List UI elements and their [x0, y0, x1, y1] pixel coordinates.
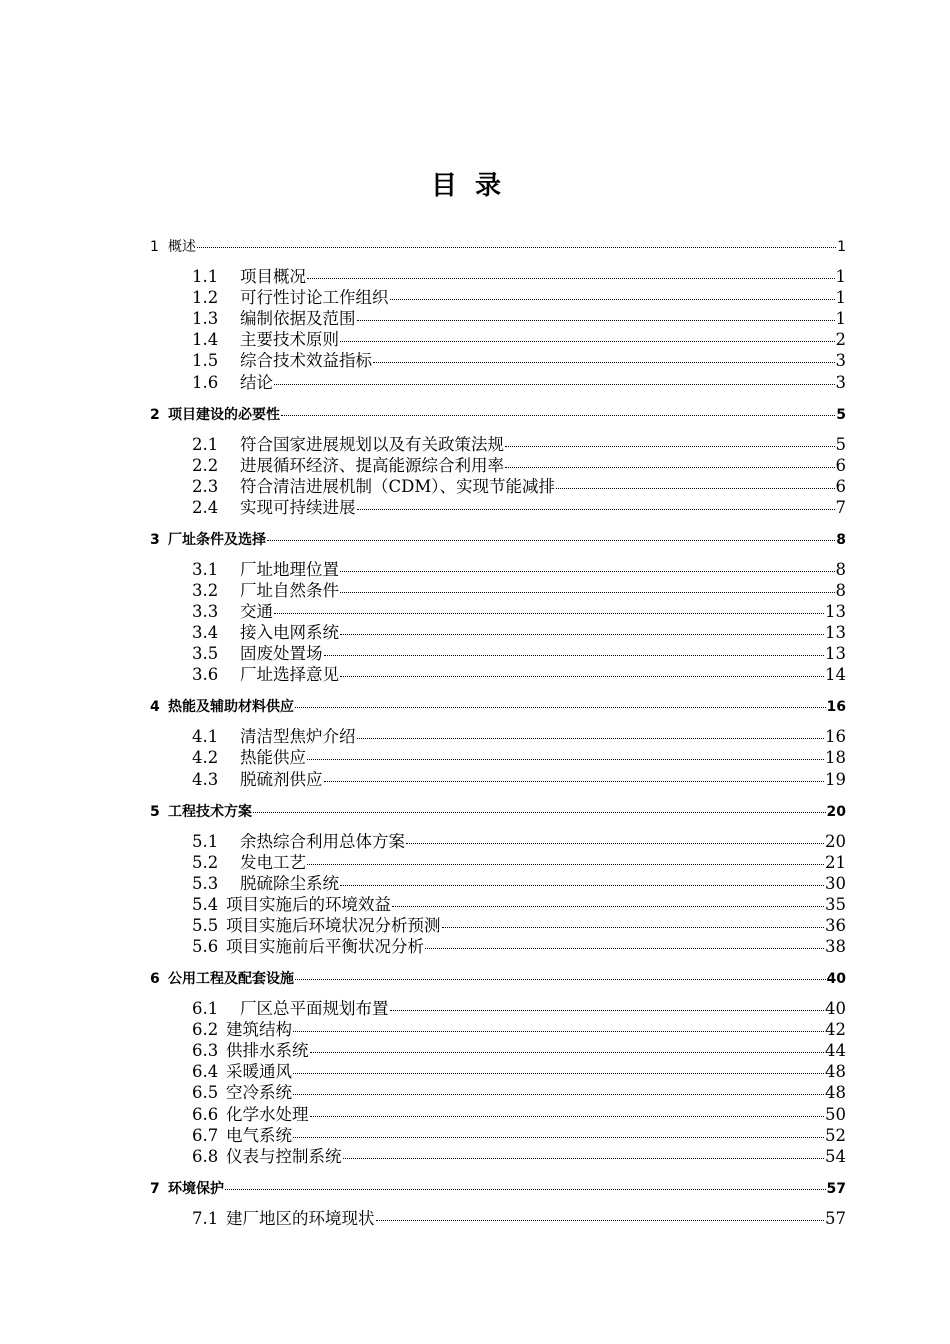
toc-dot-leader	[307, 863, 824, 865]
toc-section-entry[interactable]	[192, 434, 846, 456]
toc-section-entry[interactable]	[192, 1146, 846, 1168]
toc-entry-title: 项目实施前后平衡状况分析	[226, 937, 424, 956]
toc-entry-number: 7.1	[192, 1208, 219, 1228]
toc-page-number: 16	[826, 699, 846, 716]
toc-dot-leader	[267, 539, 835, 541]
toc-dot-leader	[281, 414, 835, 416]
toc-entry-title: 热能及辅助材料供应	[168, 699, 294, 716]
toc-page-number: 30	[825, 873, 846, 893]
toc-page-number: 6	[835, 455, 846, 475]
toc-dot-leader	[376, 1219, 825, 1221]
toc-entry-title: 化学水处理	[226, 1104, 309, 1124]
toc-entry-title: 发电工艺	[240, 852, 306, 872]
toc-entry-number: 6.7	[192, 1125, 219, 1145]
toc-page-number: 5	[835, 434, 846, 454]
toc-chapter-entry[interactable]	[150, 404, 846, 426]
toc-entry-number: 1.1	[192, 267, 219, 286]
toc-dot-leader	[307, 277, 835, 279]
toc-dot-leader	[340, 591, 835, 593]
toc-entry-number: 6.5	[192, 1083, 219, 1103]
toc-dot-leader	[357, 737, 825, 739]
toc-entry-number: 3	[150, 531, 160, 548]
toc-dot-leader	[293, 1072, 824, 1074]
toc-entry-number: 2.3	[192, 476, 219, 496]
toc-dot-leader	[556, 487, 835, 489]
toc-entry-number: 6.6	[192, 1104, 219, 1124]
toc-section-entry[interactable]	[192, 601, 846, 623]
toc-entry-title: 结论	[240, 372, 273, 392]
toc-page-number: 57	[825, 1208, 846, 1228]
toc-dot-leader	[310, 1115, 825, 1117]
toc-dot-leader	[340, 675, 824, 677]
toc-dot-leader	[343, 1157, 825, 1159]
toc-dot-leader	[392, 905, 824, 907]
toc-entry-title: 综合技术效益指标	[240, 351, 372, 371]
toc-section-entry[interactable]	[192, 455, 846, 477]
toc-chapter-entry[interactable]	[150, 696, 846, 718]
toc-page-number: 52	[825, 1125, 846, 1145]
toc-section-entry[interactable]	[192, 476, 846, 498]
toc-dot-leader	[406, 842, 824, 844]
toc-chapter-entry[interactable]	[150, 529, 846, 551]
toc-entry-title: 供排水系统	[226, 1041, 309, 1061]
toc-dot-leader	[340, 884, 824, 886]
toc-page-number: 48	[825, 1083, 846, 1103]
toc-page-number: 2	[835, 330, 846, 350]
toc-entry-title: 固废处置场	[240, 644, 323, 664]
toc-section-entry[interactable]	[192, 894, 846, 916]
toc-entry-title: 厂址自然条件	[240, 580, 339, 600]
toc-dot-leader	[324, 654, 825, 656]
toc-page-number: 8	[836, 531, 846, 548]
toc-section-entry[interactable]	[192, 726, 846, 748]
toc-chapter-entry[interactable]	[150, 801, 846, 823]
toc-dot-leader	[390, 298, 835, 300]
toc-chapter-entry[interactable]	[150, 236, 846, 258]
toc-dot-leader	[505, 445, 835, 447]
toc-dot-leader	[293, 1030, 824, 1032]
toc-page-number: 6	[835, 476, 846, 496]
toc-section-entry[interactable]	[192, 664, 846, 686]
toc-dot-leader	[425, 947, 824, 949]
toc-entry-title: 采暖通风	[226, 1062, 292, 1082]
toc-entry-number: 1	[150, 239, 159, 255]
toc-entry-number: 2.1	[192, 434, 219, 454]
toc-entry-number: 6.8	[192, 1146, 219, 1166]
toc-entry-title: 厂址选择意见	[240, 665, 339, 685]
toc-entry-title: 建筑结构	[226, 1020, 292, 1040]
toc-entry-title: 脱硫除尘系统	[240, 873, 339, 893]
toc-entry-title: 符合国家进展规划以及有关政策法规	[240, 434, 504, 454]
toc-section-entry[interactable]	[192, 266, 846, 288]
toc-page-number: 1	[835, 267, 846, 286]
toc-page-number: 54	[825, 1146, 846, 1166]
toc-entry-title: 环境保护	[168, 1180, 224, 1197]
toc-page-number: 57	[826, 1180, 846, 1197]
toc-entry-number: 6.4	[192, 1062, 219, 1082]
toc-page-number: 13	[825, 602, 846, 621]
toc-dot-leader	[505, 466, 835, 468]
toc-entry-title: 可行性讨论工作组织	[240, 288, 389, 308]
toc-dot-leader	[310, 1051, 825, 1053]
toc-section-entry[interactable]	[192, 1040, 846, 1062]
toc-section-entry[interactable]	[192, 372, 846, 394]
toc-section-entry[interactable]	[192, 769, 846, 791]
toc-page-number: 1	[835, 288, 846, 308]
toc-entry-number: 1.2	[192, 288, 219, 308]
toc-entry-title: 项目概况	[240, 267, 306, 286]
toc-entry-number: 3.3	[192, 602, 219, 621]
toc-page-number: 18	[825, 748, 846, 768]
toc-dot-leader	[340, 340, 835, 342]
toc-entry-number: 5.6	[192, 937, 219, 956]
toc-entry-title: 概述	[168, 239, 196, 255]
toc-section-entry[interactable]	[192, 1125, 846, 1147]
toc-entry-title: 厂址条件及选择	[168, 531, 266, 548]
toc-dot-leader	[253, 811, 826, 813]
toc-entry-title: 编制依据及范围	[240, 309, 356, 329]
toc-entry-title: 热能供应	[240, 748, 306, 768]
toc-entry-number: 5.4	[192, 894, 219, 914]
toc-entry-title: 脱硫剂供应	[240, 769, 323, 789]
toc-section-entry[interactable]	[192, 1208, 846, 1230]
toc-section-entry[interactable]	[192, 308, 846, 330]
toc-section-entry[interactable]	[192, 852, 846, 874]
toc-entry-number: 3.1	[192, 559, 219, 579]
toc-entry-title: 项目建设的必要性	[168, 406, 280, 423]
toc-entry-number: 1.4	[192, 330, 219, 350]
toc-page-number: 5	[836, 406, 846, 423]
toc-entry-number: 5.5	[192, 915, 219, 935]
toc-section-entry[interactable]	[192, 497, 846, 519]
toc-page-number: 20	[826, 803, 846, 820]
toc-section-entry[interactable]	[192, 1104, 846, 1126]
toc-page-number: 16	[825, 727, 846, 747]
toc-section-entry[interactable]	[192, 329, 846, 351]
toc-page-number: 1	[837, 239, 846, 255]
toc-page-number: 40	[825, 999, 846, 1018]
toc-chapter-entry[interactable]	[150, 968, 846, 990]
toc-entry-title: 项目实施后的环境效益	[226, 894, 391, 914]
toc-entry-number: 6	[150, 971, 160, 987]
toc-dot-leader	[295, 706, 826, 708]
toc-section-entry[interactable]	[192, 1061, 846, 1083]
toc-page-number: 35	[825, 894, 846, 914]
toc-dot-leader	[293, 1136, 824, 1138]
toc-entry-number: 3.6	[192, 665, 219, 685]
toc-section-entry[interactable]	[192, 998, 846, 1020]
toc-page-number: 19	[825, 769, 846, 789]
toc-section-entry[interactable]	[192, 831, 846, 853]
toc-entry-number: 5.3	[192, 873, 219, 893]
toc-entry-number: 3.4	[192, 623, 219, 643]
toc-entry-title: 实现可持续进展	[240, 497, 356, 517]
toc-entry-number: 2.4	[192, 497, 219, 517]
toc-entry-title: 交通	[240, 602, 273, 621]
toc-entry-title: 空冷系统	[226, 1083, 292, 1103]
toc-entry-title: 工程技术方案	[168, 803, 252, 820]
toc-dot-leader	[340, 633, 824, 635]
toc-section-entry[interactable]	[192, 1019, 846, 1041]
toc-dot-leader	[295, 978, 826, 980]
toc-entry-number: 5.1	[192, 831, 219, 851]
toc-entry-number: 2	[150, 406, 160, 423]
toc-entry-number: 1.6	[192, 372, 219, 392]
toc-page-number: 48	[825, 1062, 846, 1082]
toc-page-number: 20	[825, 831, 846, 851]
toc-section-entry[interactable]	[192, 622, 846, 644]
toc-entry-number: 5.2	[192, 852, 219, 872]
toc-section-entry[interactable]	[192, 287, 846, 309]
toc-entry-title: 清洁型焦炉介绍	[240, 727, 356, 747]
toc-section-entry[interactable]	[192, 1082, 846, 1104]
toc-dot-leader	[357, 319, 835, 321]
toc-section-entry[interactable]	[192, 873, 846, 895]
toc-dot-leader	[340, 570, 835, 572]
toc-page-number: 3	[835, 372, 846, 392]
toc-entry-title: 建厂地区的环境现状	[226, 1208, 375, 1228]
toc-dot-leader	[357, 508, 835, 510]
toc-entry-title: 主要技术原则	[240, 330, 339, 350]
page-title: 目录	[430, 171, 519, 201]
toc-page-number: 44	[825, 1041, 846, 1061]
toc-section-entry[interactable]	[192, 643, 846, 665]
toc-entry-title: 余热综合利用总体方案	[240, 831, 405, 851]
toc-entry-number: 6.1	[192, 999, 219, 1018]
toc-dot-leader	[274, 612, 824, 614]
toc-page-number: 14	[825, 665, 846, 685]
toc-section-entry[interactable]	[192, 580, 846, 602]
toc-entry-number: 7	[150, 1180, 160, 1197]
toc-chapter-entry[interactable]	[150, 1178, 846, 1200]
toc-dot-leader	[442, 926, 825, 928]
toc-entry-number: 2.2	[192, 455, 219, 475]
toc-section-entry[interactable]	[192, 350, 846, 372]
toc-page-number: 36	[825, 915, 846, 935]
toc-page-number: 21	[825, 852, 846, 872]
toc-entry-number: 3.5	[192, 644, 219, 664]
toc-entry-number: 4.3	[192, 769, 219, 789]
toc-dot-leader	[225, 1188, 826, 1190]
toc-page-number: 7	[835, 497, 846, 517]
toc-dot-leader	[307, 758, 824, 760]
toc-section-entry[interactable]	[192, 915, 846, 937]
toc-entry-title: 厂址地理位置	[240, 559, 339, 579]
toc-entry-number: 4.2	[192, 748, 219, 768]
toc-entry-title: 厂区总平面规划布置	[240, 999, 389, 1018]
toc-page-number: 13	[825, 644, 846, 664]
toc-entry-number: 6.2	[192, 1020, 219, 1040]
toc-dot-leader	[274, 383, 835, 385]
toc-entry-title: 接入电网系统	[240, 623, 339, 643]
toc-page-number: 8	[835, 559, 846, 579]
toc-entry-title: 项目实施后环境状况分析预测	[226, 915, 441, 935]
toc-entry-number: 1.5	[192, 351, 219, 371]
toc-entry-title: 仪表与控制系统	[226, 1146, 342, 1166]
toc-page-number: 50	[825, 1104, 846, 1124]
toc-entry-number: 6.3	[192, 1041, 219, 1061]
toc-entry-title: 电气系统	[226, 1125, 292, 1145]
toc-entry-number: 3.2	[192, 580, 219, 600]
toc-dot-leader	[293, 1093, 824, 1095]
toc-dot-leader	[324, 780, 825, 782]
toc-dot-leader	[390, 1009, 825, 1011]
toc-entry-number: 5	[150, 803, 160, 820]
toc-entry-title: 符合清洁进展机制（CDM）、实现节能减排	[240, 476, 555, 496]
toc-page-number: 13	[825, 623, 846, 643]
toc-dot-leader	[197, 246, 836, 248]
toc-entry-number: 1.3	[192, 309, 219, 329]
toc-page-number: 42	[825, 1020, 846, 1040]
toc-entry-title: 公用工程及配套设施	[168, 971, 294, 987]
toc-section-entry[interactable]	[192, 559, 846, 581]
toc-page-number: 3	[835, 351, 846, 371]
toc-section-entry[interactable]	[192, 936, 846, 958]
toc-page-number: 38	[825, 937, 846, 956]
toc-page-number: 40	[826, 971, 846, 987]
toc-entry-title: 进展循环经济、提高能源综合利用率	[240, 455, 504, 475]
toc-section-entry[interactable]	[192, 747, 846, 769]
toc-entry-number: 4.1	[192, 727, 219, 747]
toc-dot-leader	[373, 361, 835, 363]
toc-page-number: 1	[835, 309, 846, 329]
toc-page-number: 8	[835, 580, 846, 600]
toc-entry-number: 4	[150, 699, 160, 716]
